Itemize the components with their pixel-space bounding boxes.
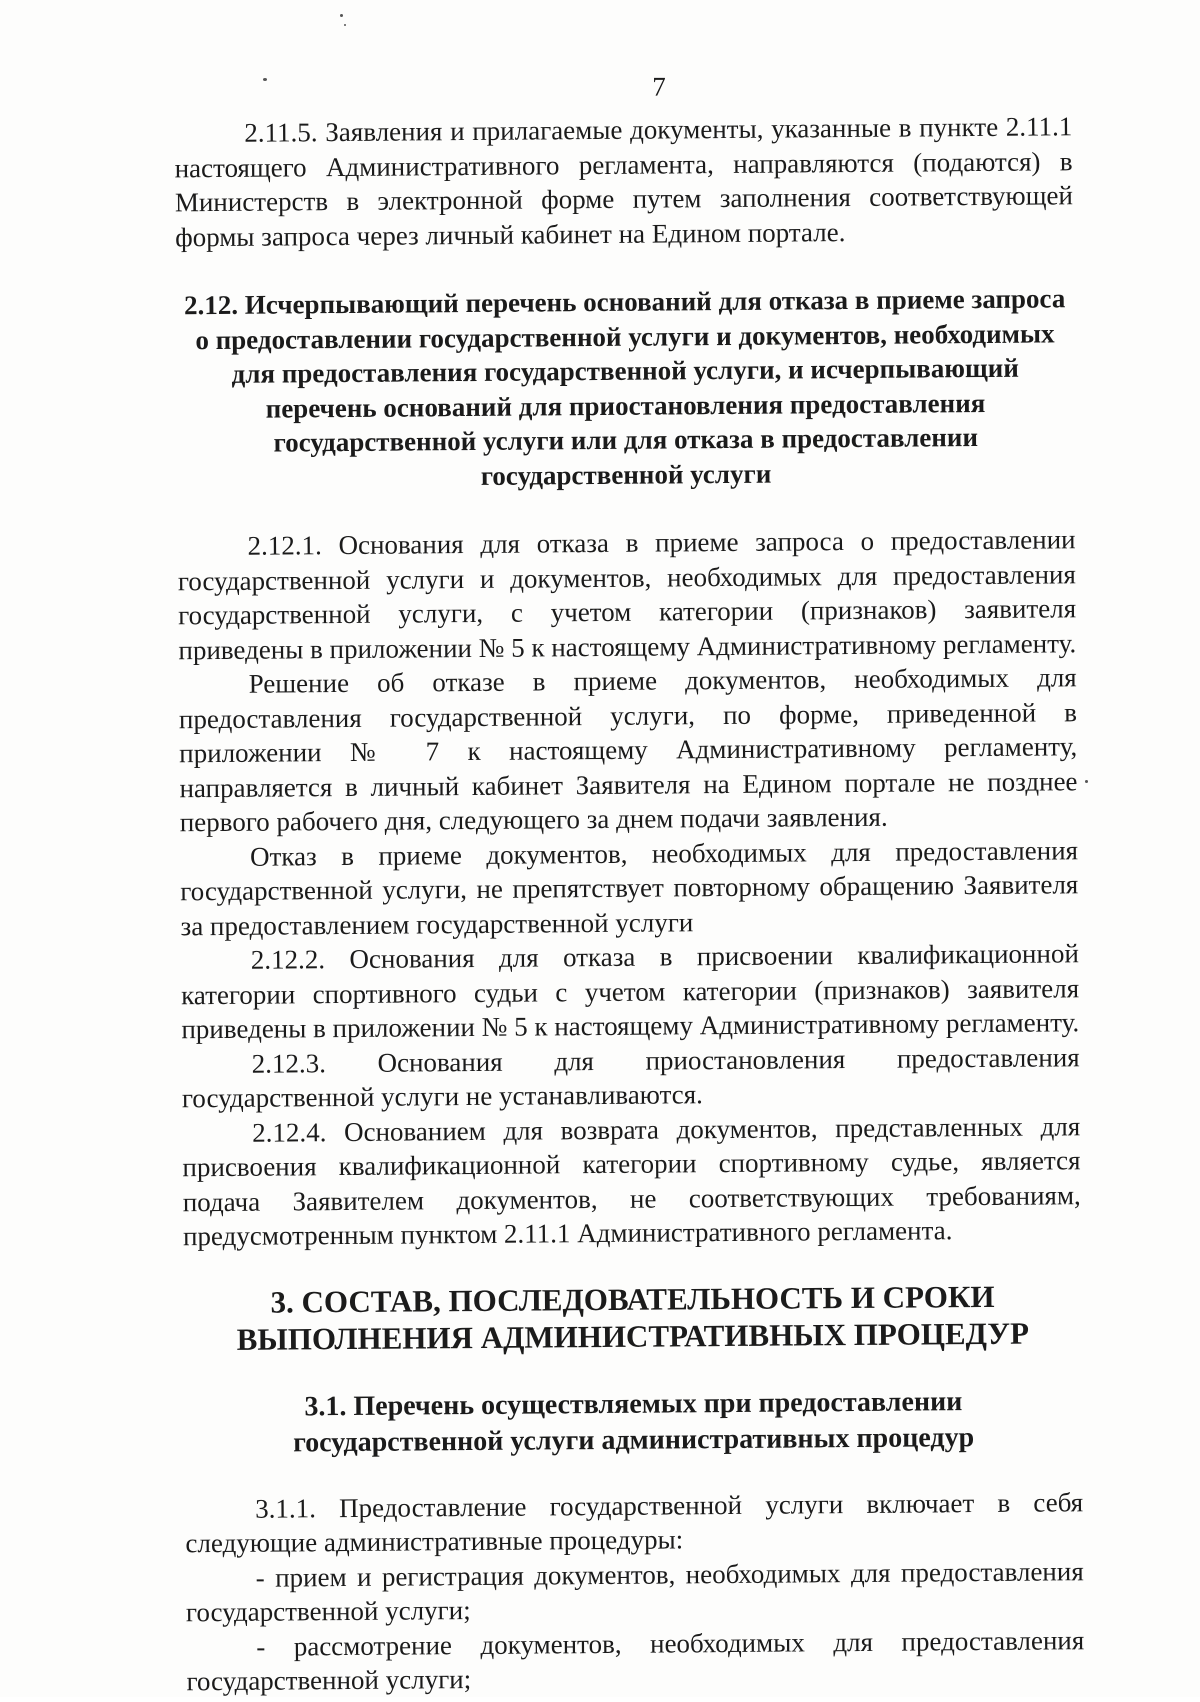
section-3-title: 3. СОСТАВ, ПОСЛЕДОВАТЕЛЬНОСТЬ И СРОКИ ВЫПОЛНЕНИЯ АДМИНИСТРАТИВНЫХ ПРОЦЕДУР (236, 1278, 1030, 1357)
paragraph-2-12-2: 2.12.2. Основания для отказа в присвоении квалификационной категории спортивного судьи с учетом категории (признаков) заявителя приведены в приложении № 5 к настоящему Административному регламенту. (181, 938, 1080, 1045)
paragraph-2-12-1: 2.12.1. Основания для отказа в приеме запроса о предоставлении государственной услуги и документов, необходимых для предоставления государственной услуги, с учетом категории (признаков) заявителя приведены в приложении № 5 к настоящему Административному регламенту. (177, 524, 1077, 665)
document-body (174, 109, 1084, 1699)
heading-3-1: 3.1. Перечень осуществляемых при предоставлении государственной услуги административных процедур (293, 1385, 975, 1458)
paragraph-2-12-3: 2.12.3. Основания для приостановления предоставления государственной услуги не устанавливаются. (181, 1041, 1080, 1114)
heading-2-12: 2.12. Исчерпывающий перечень оснований для отказа в приеме запроса о предоставлении государственной услуги и документов, необходимых для предоставления государственной услуги, и исчерпывающий перечень оснований для приостановления предоставления государственной услуги или для отказа в предоставлении государственной услуги (183, 283, 1066, 491)
list-item-reception: - прием и регистрация документов, необходимых для предоставления государственной услуги; (185, 1555, 1084, 1628)
paragraph-2-11-5: 2.11.5. Заявления и прилагаемые документы, указанные в пункте 2.11.1 настоящего Административного регламента, направляются (подаются) в Министерств в электронной форме путем заполнения соответствующей формы запроса через личный кабинет на Едином портале. (174, 111, 1073, 252)
paragraph-refusal-no-obstacle: Отказ в приеме документов, необходимых для предоставления государственной услуги, не препятствует повторному обращению Заявителя за предоставлением государственной услуги (180, 834, 1079, 941)
list-item-review: - рассмотрение документов, необходимых для предоставления государственной услуги; (186, 1624, 1085, 1697)
paragraph-2-12-4: 2.12.4. Основанием для возврата документов, представленных для присвоения квалификационной категории спортивному судье, является подача Заявителем документов, не соответствующих требованиям, предусмотренным пунктом 2.11.1 Административного регламента. (182, 1110, 1081, 1252)
page-number: 7 (652, 71, 666, 102)
paragraph-3-1-1: 3.1.1. Предоставление государственной услуги включает в себя следующие административные процедуры: (185, 1486, 1084, 1559)
paragraph-refusal-decision: Решение об отказе в приеме документов, необходимых для предоставления государственной услуги, по форме, приведенной в приложении № 7 к настоящему Административному регламенту, направляется в личный кабинет Заявителя на Едином портале не позднее первого рабочего дня, следующего за днем подачи заявления. (178, 662, 1078, 838)
